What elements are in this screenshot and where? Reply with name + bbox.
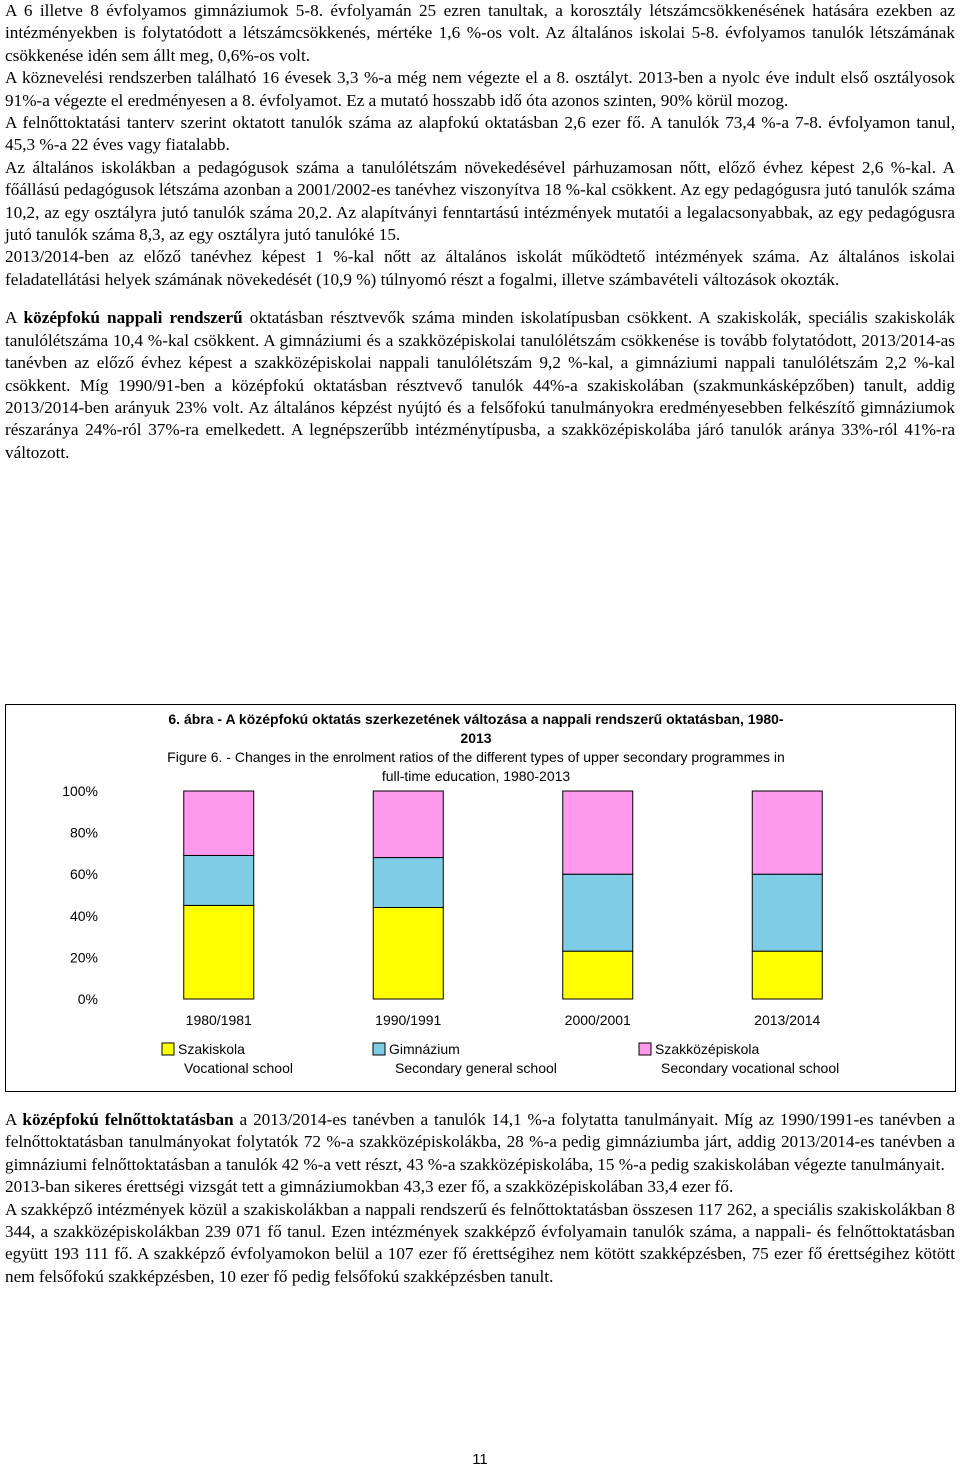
bar-vocational-school-3 — [752, 951, 822, 999]
paragraph-16-year-olds: A köznevelési rendszerben található 16 évesek 3,3 %-a még nem végezte el a 8. osztályt. 2013-ben a nyolc éve indult első osztályosok 91%-a végezte el eredményesen a 8. évfolyamot. Ez a mutató hosszabb idő óta azonos szinten, 90% körül mozog. — [5, 68, 955, 110]
paragraph-institutions: 2013/2014-ben az előző tanévhez képest 1 %-kal nőtt az általános iskolát működtető intézmények száma. Az általános iskolai feladatellátási helyek számának növekedését (10,9 %) túlnyomó részt a fogalmi, illetve számbavételi változások okozták. — [5, 247, 955, 289]
y-tick-label: 20% — [69, 949, 98, 966]
bar-secondary-general-school-3 — [752, 874, 822, 951]
page-number: 11 — [472, 1451, 488, 1468]
stacked-bar-chart — [6, 705, 955, 1091]
y-tick-label: 60% — [69, 866, 98, 883]
legend-swatch-1 — [373, 1043, 385, 1055]
bar-vocational-school-0 — [184, 905, 254, 999]
legend-label-en-1: Secondary general school — [395, 1060, 557, 1076]
bold-term-adult: középfokú felnőttoktatásban — [22, 1110, 234, 1129]
x-tick-label: 2000/2001 — [564, 1012, 631, 1028]
legend-label-2: Szakközépiskola — [655, 1041, 760, 1057]
chart-subtitle-line1: Figure 6. - Changes in the enrolment ratios of the different types of upper secondary programmes in — [167, 749, 785, 765]
x-tick-label: 2013/2014 — [754, 1012, 821, 1028]
chart-figure — [5, 704, 956, 1092]
bar-secondary-general-school-1 — [373, 858, 443, 908]
paragraph-vocational-institutions: A szakképző intézmények közül a szakiskolákban a nappali rendszerű és felnőttoktatásban összesen 117 262, a speciális szakiskolákban 8 344, a szakközépiskolákban 239 071 fő tanul. Ezen intézmények szakképző évfolyamain tanulók száma, a nappali- és felnőttoktatásban együtt 193 111 fő. A szakképző évfolyamokon belül a 107 ezer fő érettségihez nem kötött szakképzésben, 75 ezer fő érettségihez kötött nem felsőfokú szakképzésben, 10 ezer fő pedig felsőfokú szakképzésben tanult. — [5, 1199, 955, 1286]
paragraph-adult-education-primary: A felnőttoktatási tanterv szerint oktatott tanulók száma az alapfokú oktatásban 2,6 ezer fő. A tanulók 73,4 %-a 7-8. évfolyamon tanul, 45,3 %-a 22 éves vagy fiatalabb. — [5, 113, 955, 155]
paragraph-gymnasium: A 6 illetve 8 évfolyamos gimnáziumok 5-8. évfolyamán 25 ezren tanultak, a korosztály létszámcsökkenésének hatására ezekben az intézményekben is folytatódott a létszámcsökkenés, mértéke 1,6 %-os volt. Az általános iskolai 5-8. évfolyamos tanulók létszámának csökkenése idén sem állt meg, 0,6%-os volt. — [5, 1, 955, 65]
top-text-block — [5, 0, 955, 464]
y-tick-label: 40% — [69, 907, 98, 924]
paragraph-teachers: Az általános iskolákban a pedagógusok száma a tanulólétszám növekedésével párhuzamosan nőtt, előző évhez képest 2,6 %-kal. A főállású pedagógusok létszáma azonban a 2001/2002-es tanévhez viszonyítva 18 %-kal csökkent. Az egy pedagógusra jutó tanulók száma 10,2, az egy osztályra jutó tanulók száma 20,2. Az alapítványi fenntartású intézmények mutatói a legalacsonyabbak, az egy pedagógusra jutó tanulók száma 8,3, az egy osztályra jutó tanulóké 15. — [5, 157, 955, 245]
chart-subtitle-line2: full-time education, 1980-2013 — [381, 768, 571, 784]
y-tick-label: 80% — [69, 824, 98, 841]
x-tick-label: 1990/1991 — [375, 1012, 442, 1028]
bar-secondary-vocational-school-0 — [184, 791, 254, 855]
bold-term: középfokú nappali rendszerű — [23, 308, 243, 328]
bar-secondary-general-school-2 — [563, 874, 633, 951]
bar-vocational-school-1 — [373, 907, 443, 999]
chart-title-line2: 2013 — [460, 730, 492, 746]
bottom-text-block — [5, 1109, 955, 1288]
paragraph-secondary-fulltime: A középfokú nappali rendszerű oktatásban résztvevők száma minden iskolatípusban csökkent. A szakiskolák, speciális szakiskolák tanulólétszáma 10,4 %-kal csökkent. A gimnáziumi és a szakközépiskolai tanulólétszám csökkenése is tovább folytatódott, 2013/2014-as tanévben az előző évhez képest a szakközépiskolai nappali tanulólétszám 9,2 %-kal, a gimnáziumi nappali tanulólétszám 2,2 %-kal csökkent. Míg 1990/91-ben a középfokú oktatásban résztvevő tanulók 44%-a szakiskolában (szakmunkásképzőben) tanult, addig 2013/2014-ben arányuk 23% volt. Az általános képzést nyújtó és a felsőfokú tanulmányokra eredményesebben felkészítő gimnáziumok részaránya 24%-ról 37%-ra emelkedett. A legnépszerűbb intézménytípusba, a szakközépiskolába járó tanulók aránya 33%-ról 41%-ra változott. — [5, 308, 955, 462]
legend-swatch-0 — [162, 1043, 174, 1055]
bar-secondary-vocational-school-1 — [373, 791, 443, 858]
x-tick-label: 1980/1981 — [185, 1012, 252, 1028]
legend-label-en-0: Vocational school — [184, 1060, 293, 1076]
bar-secondary-general-school-0 — [184, 855, 254, 905]
bar-vocational-school-2 — [563, 951, 633, 999]
y-tick-label: 0% — [77, 991, 98, 1007]
bar-secondary-vocational-school-2 — [563, 791, 633, 874]
legend-swatch-2 — [639, 1043, 651, 1055]
y-tick-label: 100% — [62, 783, 98, 799]
legend-label-0: Szakiskola — [178, 1041, 245, 1057]
paragraph-matura: 2013-ban sikeres érettségi vizsgát tett a gimnáziumokban 43,3 ezer fő, a szakközépiskolában 33,4 ezer fő. — [5, 1177, 734, 1197]
chart-title-line1: 6. ábra - A középfokú oktatás szerkezetének változása a nappali rendszerű oktatásban, 1980- — [168, 711, 784, 727]
legend-label-en-2: Secondary vocational school — [661, 1060, 840, 1076]
bar-secondary-vocational-school-3 — [752, 791, 822, 874]
legend-label-1: Gimnázium — [389, 1041, 460, 1057]
paragraph-secondary-adult: A középfokú felnőttoktatásban a 2013/2014-es tanévben a tanulók 14,1 %-a folytatta tanulmányait. Míg az 1990/1991-es tanévben a felnőttoktatásban tanulmányokat folytatók 72 %-a szakközépiskolákba, 28 %-a pedig gimnáziumba járt, addig 2013/2014-es tanévben a gimnáziumi felnőttoktatásban a tanulók 42 %-a vett részt, 43 %-a szakközépiskolába, 15 %-a pedig szakiskolában végezte tanulmányait. — [5, 1110, 955, 1174]
